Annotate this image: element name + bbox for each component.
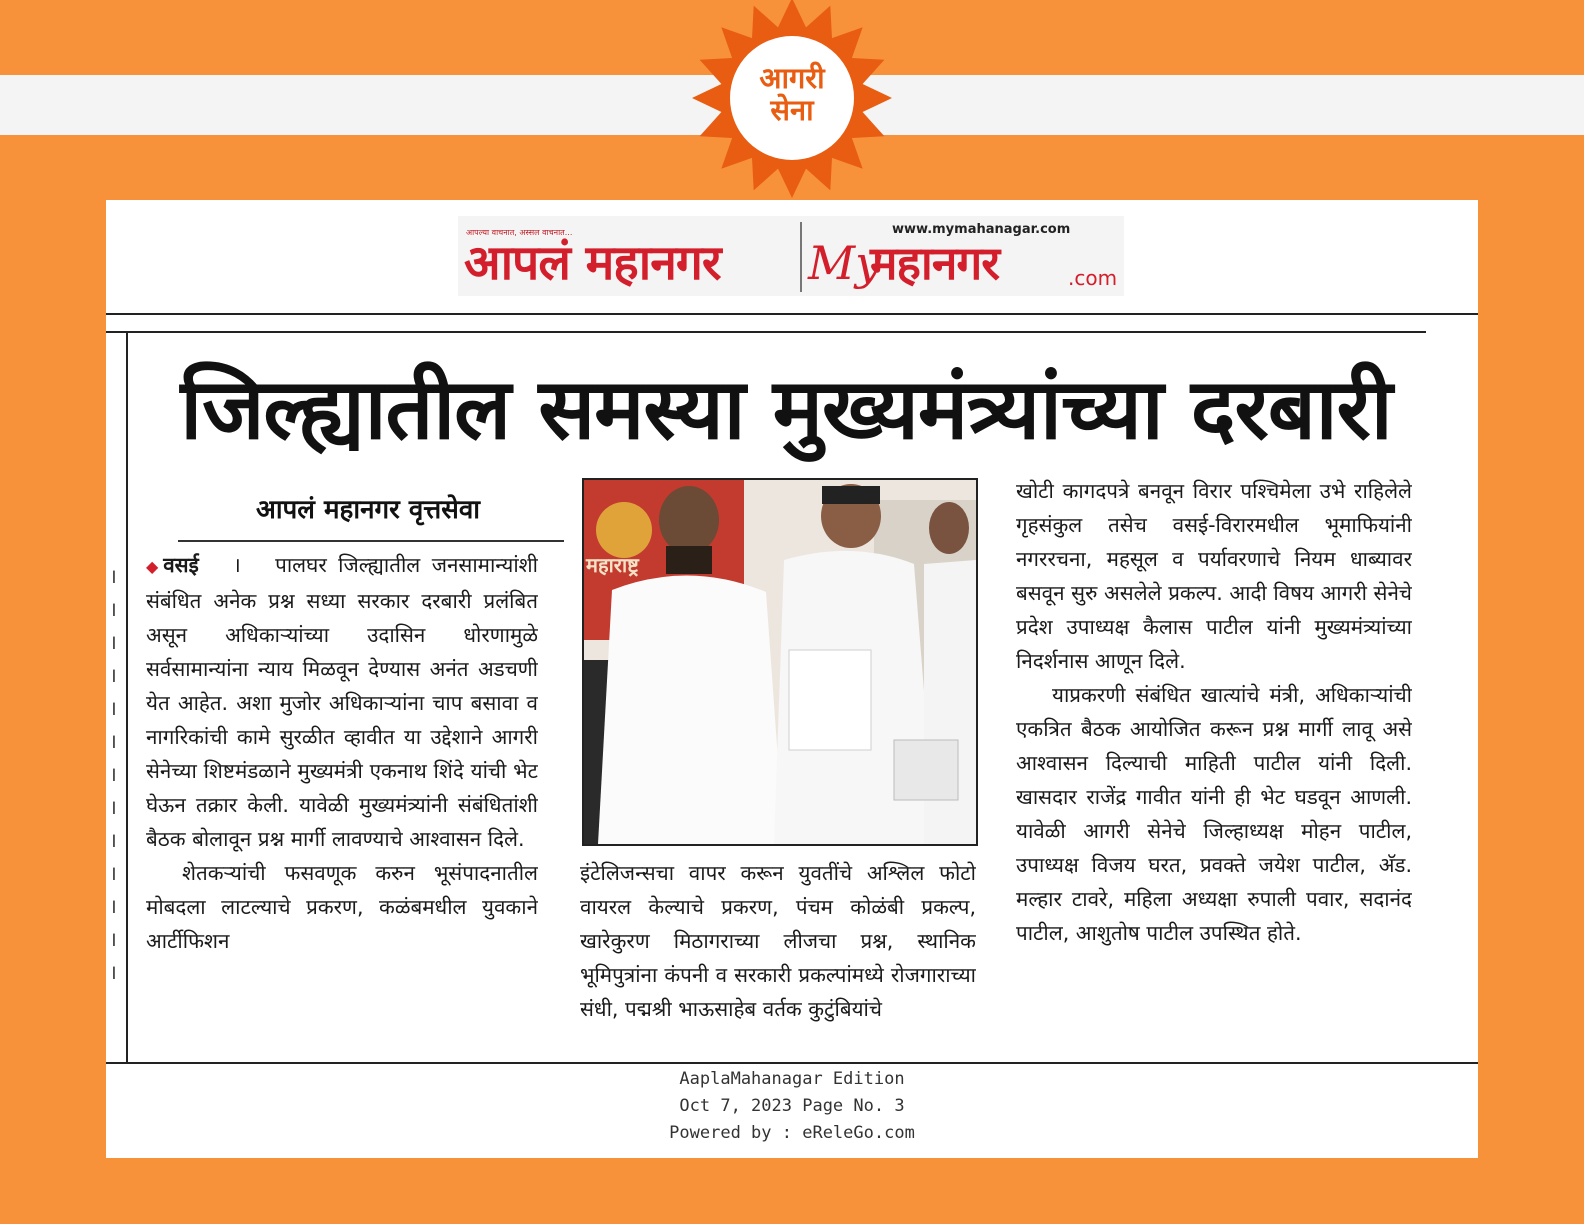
adjacent-column-fragment: । । । । । । । । । । । । ।: [109, 564, 117, 984]
paragraph-text: पालघर जिल्ह्यातील जनसामान्यांशी संबंधित अनेक प्रश्न सध्या सरकार दरबारी प्रलंबित असून अधिकाऱ्यांच्या उदासिन धोरणामुळे सर्वसामान्यांना न्याय मिळवून देण्यास अनंत अडचणी येत आहेत. अशा मुजोर अधिकाऱ्यांना चाप बसावा व नागरिकांची कामे सुरळीत व्हावीत या उद्देशाने आगरी सेनेच्या शिष्टमंडळाने मुख्यमंत्री एकनाथ शिंदे यांची भेट घेऊन तक्रार केली. यावेळी मुख्यमंत्र्यांनी संबंधितांशी बैठक बोलावून प्रश्न मार्गी लावण्याचे आश्वासन दिले.: [146, 553, 538, 851]
edition-footer: [542, 1066, 1042, 1147]
masthead-divider: [800, 222, 802, 292]
paragraph: इंटेलिजन्सचा वापर करून युवतींचे अश्लिल फोटो वायरल केल्याचे प्रकरण, पंचम कोळंबी प्रकल्प, खारेकुरण मिठागराच्या लीजचा प्रश्न, स्थानिक भूमिपुत्रांना कंपनी व सरकारी प्रकल्पांमध्ये रोजगाराच्या संधी, पद्मश्री भाऊसाहेब वर्तक कुटुंबियांचे: [580, 861, 976, 1021]
logo-line-1: आगरी: [759, 61, 825, 95]
masthead: [458, 216, 1124, 296]
masthead-com: .com: [1068, 266, 1118, 290]
top-rule: [106, 313, 1478, 315]
news-photo: [582, 478, 978, 846]
logo-line-2: सेना: [770, 93, 814, 127]
paragraph: शेतकऱ्यांची फसवणूक करुन भूसंपादनातील मोबदला लाटल्याचे प्रकरण, कळंबमधील युवकाने आर्टीफिशन: [146, 861, 538, 953]
paragraph: खोटी कागदपत्रे बनवून विरार पश्चिमेला उभे राहिलेले गृहसंकुल तसेच वसई-विरारमधील भूमाफियांनी नगररचना, महसूल व पर्यावरणाचे नियम धाब्यावर बसवून सुरु असलेले प्रकल्प. आदी विषय आगरी सेनेचे प्रदेश उपाध्यक्ष कैलास पाटील यांनी मुख्यमंत्र्यांच्या निदर्शनास आणून दिले.: [1016, 479, 1412, 673]
photo-sign-text: महाराष्ट्र: [586, 553, 639, 577]
bullet-diamond-icon: ◆: [146, 557, 164, 576]
paragraph: [146, 548, 538, 856]
paragraph: याप्रकरणी संबंधित खात्यांचे मंत्री, अधिकाऱ्यांची एकत्रित बैठक आयोजित करून प्रश्न मार्गी लावू असे आश्वासन दिल्याची माहिती पाटील यांनी दिली. खासदार राजेंद्र गावीत यांनी ही भेट घडवून आणली. यावेळी आगरी सेनेचे जिल्हाध्यक्ष मोहन पाटील, उपाध्यक्ष विजय घरत, प्रवक्ते जयेश पाटील, अ‍ॅड. मल्हार टावरे, महिला अध्यक्षा रुपाली पवार, सदानंद पाटील, आशुतोष पाटील उपस्थित होते.: [1016, 683, 1412, 945]
article-headline: जिल्ह्यातील समस्या मुख्यमंत्र्यांच्या दरबारी: [180, 360, 1392, 458]
masthead-left-title: आपलं महानगर: [464, 235, 721, 291]
byline-rule: [178, 540, 564, 542]
photo-illustration: [584, 480, 976, 844]
article-byline: आपलं महानगर वृत्तसेवा: [255, 495, 481, 525]
logo-text: [680, 62, 904, 126]
footer-edition: AaplaMahanagar Edition: [679, 1069, 905, 1089]
footer-date-page: Oct 7, 2023 Page No. 3: [679, 1096, 905, 1116]
dateline: वसई: [163, 553, 199, 577]
masthead-tagline: आपल्या वाचनात, अस्सल वाचनात...: [466, 228, 573, 237]
dateline-separator: ।: [233, 553, 241, 577]
article-column-1: [146, 548, 538, 1060]
footer-powered-by: Powered by : eReleGo.com: [669, 1123, 915, 1143]
newspaper-clipping: [106, 200, 1478, 1158]
masthead-url: www.mymahanagar.com: [892, 222, 1071, 237]
agri-sena-logo: [680, 0, 904, 200]
article-column-3: [1016, 474, 1412, 1060]
masthead-my: My: [808, 236, 882, 290]
masthead-right-title: महानगर: [870, 236, 1000, 290]
second-rule: [106, 331, 1426, 333]
footer-rule: [106, 1062, 1478, 1064]
article-column-2: [580, 856, 976, 1060]
left-column-rule: [126, 333, 128, 1063]
